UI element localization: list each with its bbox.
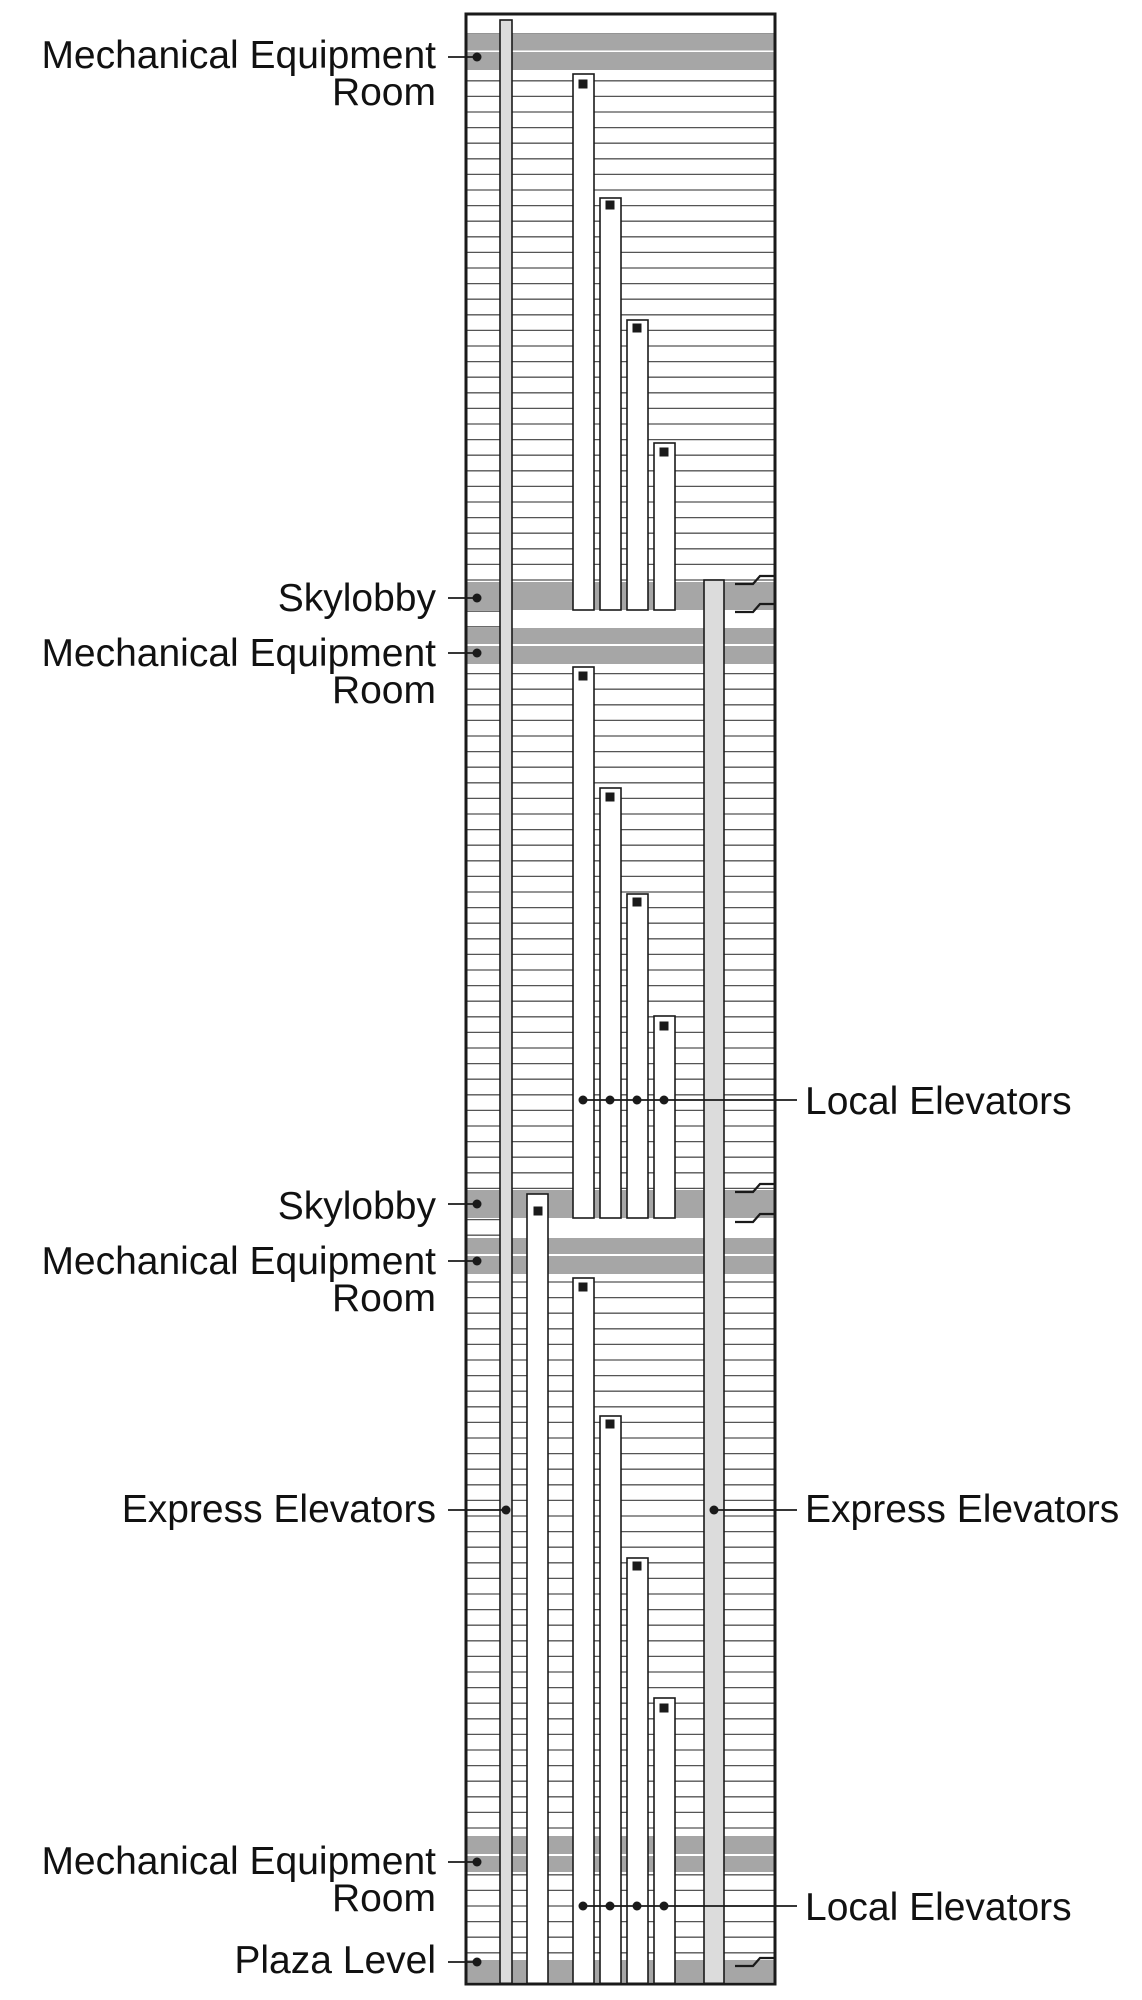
local-shaft <box>573 1278 594 1984</box>
shuttle-shaft <box>527 1194 548 1984</box>
mer-label-2-room: Room <box>331 669 436 712</box>
local-shaft <box>654 1016 675 1218</box>
stop-marker <box>633 1562 642 1571</box>
express-shaft <box>500 20 512 1984</box>
local-shaft <box>600 1416 621 1984</box>
plaza-level-label: Plaza Level <box>234 1939 436 1982</box>
local-shaft <box>627 1558 648 1984</box>
mer-label-3: Mechanical Equipment <box>41 1240 436 1283</box>
mer-label-4-room: Room <box>331 1877 436 1920</box>
stop-marker <box>633 898 642 907</box>
skylobby-label-1: Skylobby <box>277 577 436 620</box>
express-elevators-label-right: Express Elevators <box>805 1488 1120 1531</box>
skylobby-label-2: Skylobby <box>277 1185 436 1228</box>
stop-marker <box>633 324 642 333</box>
stop-marker <box>579 672 588 681</box>
stop-marker <box>660 448 669 457</box>
mer-label-1: Mechanical Equipment <box>41 34 436 77</box>
stop-marker <box>606 793 615 802</box>
mer-label-2: Mechanical Equipment <box>41 632 436 675</box>
stop-marker <box>579 1283 588 1292</box>
local-shaft <box>573 74 594 610</box>
express-shaft <box>704 580 724 1984</box>
mer-label-1-room: Room <box>331 71 436 114</box>
local-elevators-label-1: Local Elevators <box>805 1080 1072 1123</box>
skylobby-gap <box>512 1218 775 1236</box>
local-shaft <box>600 198 621 610</box>
stop-marker <box>606 1420 615 1429</box>
local-shaft <box>573 667 594 1218</box>
stop-marker <box>660 1022 669 1031</box>
local-shaft <box>627 894 648 1218</box>
local-shaft <box>600 788 621 1218</box>
local-shaft <box>654 1698 675 1984</box>
stop-marker <box>606 201 615 210</box>
express-elevators-label-left: Express Elevators <box>121 1488 436 1531</box>
mer-label-4: Mechanical Equipment <box>41 1840 436 1883</box>
stop-marker <box>534 1207 543 1216</box>
local-shaft <box>627 320 648 610</box>
local-elevators-label-2: Local Elevators <box>805 1886 1072 1929</box>
local-shaft <box>654 443 675 610</box>
mer-label-3-room: Room <box>331 1277 436 1320</box>
stop-marker <box>579 80 588 89</box>
stop-marker <box>660 1704 669 1713</box>
